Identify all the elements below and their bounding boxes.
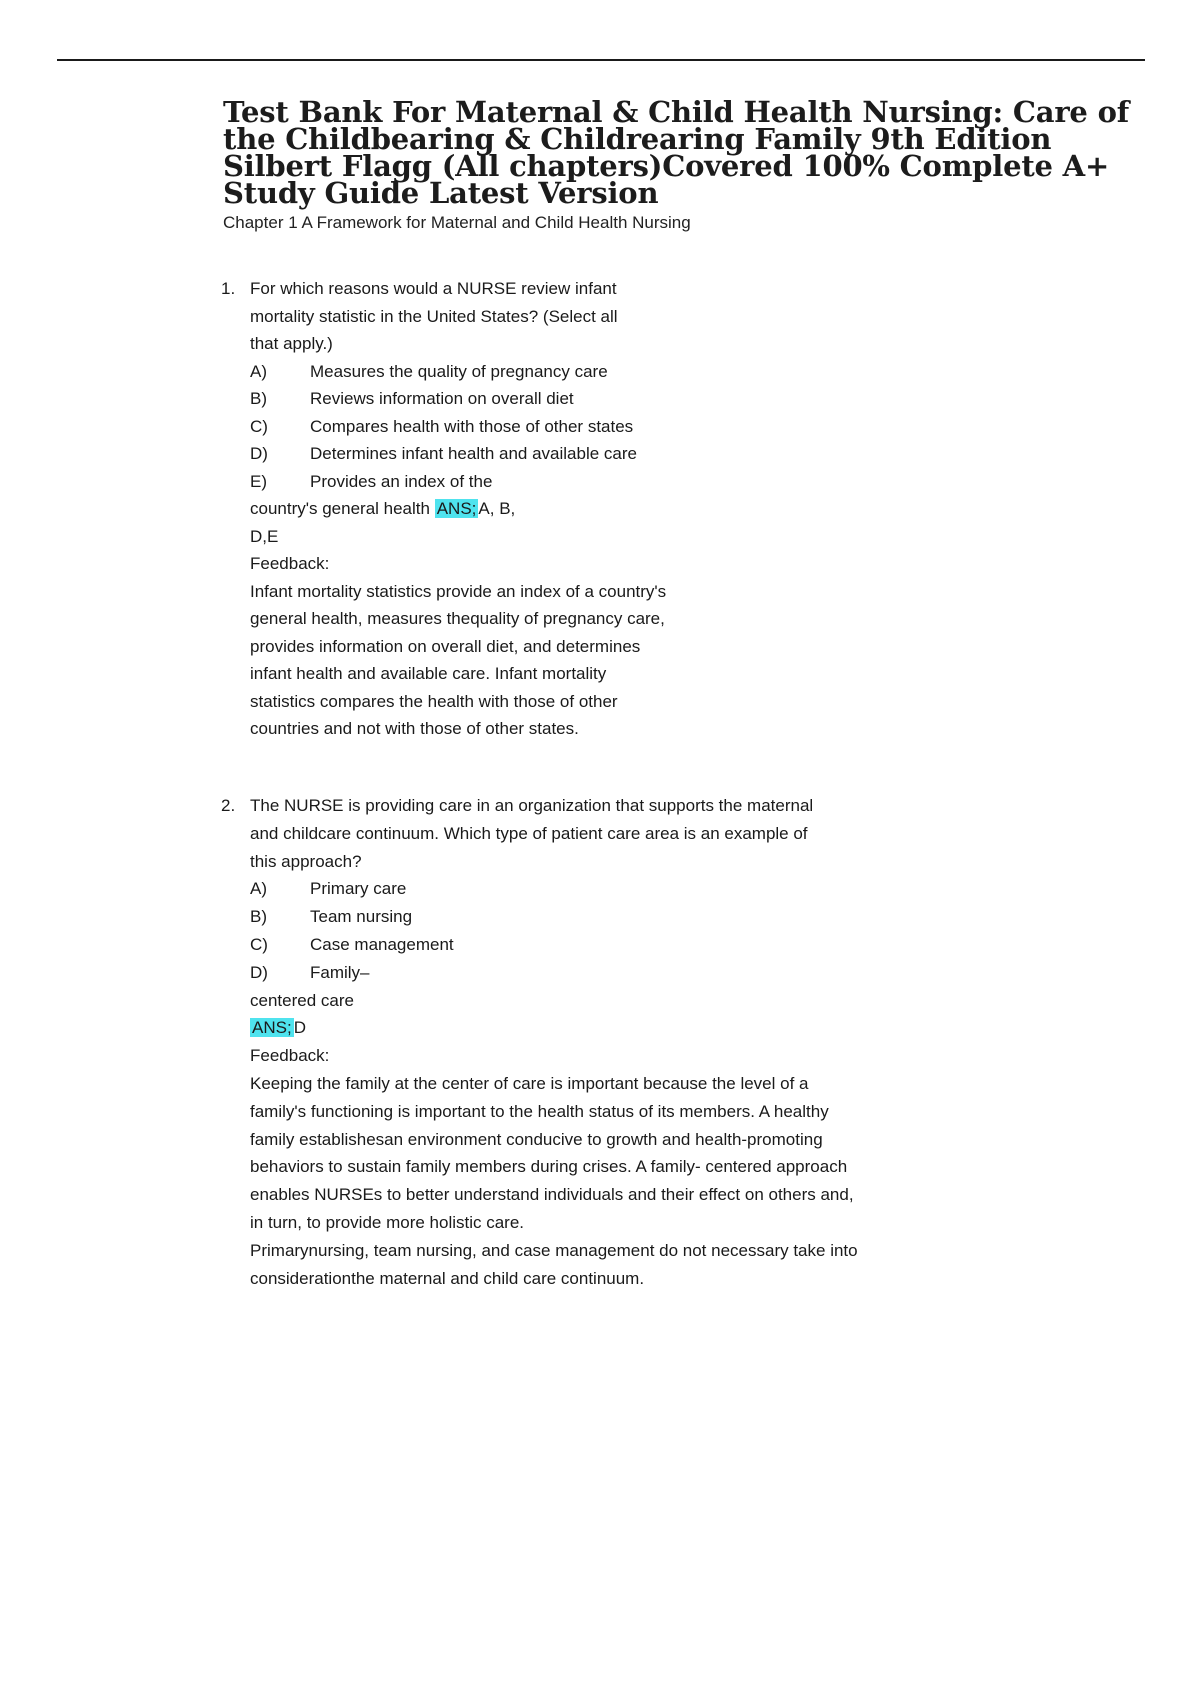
- question-1-stem-line: that apply.): [250, 334, 333, 353]
- feedback-line: provides information on overall diet, and determines: [250, 636, 641, 656]
- option-c: [221, 931, 981, 959]
- option-letter: C): [250, 416, 268, 436]
- option-c: [221, 413, 761, 441]
- option-text: Family–: [310, 962, 370, 982]
- feedback-line: family's functioning is important to the health status of its members. A healthy: [250, 1101, 829, 1121]
- option-text: Compares health with those of other states: [310, 416, 634, 436]
- option-letter: C): [250, 934, 268, 954]
- answer-label-highlight: ANS;: [252, 1018, 292, 1038]
- document-title: Test Bank For Maternal & Child Health Nursing: Care of the Childbearing & Childrearing Family 9th Edition Silbert Flagg (All chapters)Covered 100% Complete A+ Study Guide Latest Version: [223, 95, 1129, 210]
- question-number: 1.: [221, 279, 236, 298]
- answer-label-highlight: ANS;: [436, 499, 477, 518]
- answer-line: [221, 495, 761, 523]
- question-2-stem-line: this approach?: [250, 851, 362, 871]
- feedback-line: considerationthe maternal and child care continuum.: [250, 1268, 645, 1288]
- question-2-stem-line: and childcare continuum. Which type of patient care area is an example of: [250, 823, 808, 843]
- option-d: [221, 959, 981, 987]
- feedback-line: enables NURSEs to better understand individuals and their effect on others and,: [250, 1185, 854, 1205]
- feedback-line: general health, measures thequality of pregnancy care,: [250, 609, 665, 628]
- answer-value: D: [293, 1018, 306, 1038]
- option-e: [221, 468, 761, 496]
- option-text: Measures the quality of pregnancy care: [310, 361, 608, 381]
- question-2: [221, 792, 981, 1292]
- option-text: Team nursing: [310, 907, 413, 927]
- option-text: Provides an index of the: [310, 471, 493, 491]
- option-d: [221, 440, 761, 468]
- feedback-line: Primarynursing, team nursing, and case management do not necessary take into: [250, 1240, 858, 1260]
- option-letter: A): [250, 879, 267, 899]
- feedback-line: countries and not with those of other states.: [250, 719, 579, 738]
- feedback-line: family establishesan environment conducive to growth and health-promoting: [250, 1129, 823, 1149]
- option-text: Reviews information on overall diet: [310, 389, 574, 408]
- question-number: 2.: [221, 796, 236, 815]
- option-b: [221, 385, 761, 413]
- option-letter: D): [250, 962, 268, 982]
- answer-line: [221, 1014, 981, 1042]
- option-a: [221, 358, 761, 386]
- option-letter: A): [250, 361, 267, 381]
- answer-continuation: D,E: [250, 526, 279, 546]
- feedback-label: Feedback:: [250, 1046, 330, 1066]
- stem-text: The NURSE is providing care in an organization that supports the maternal: [250, 796, 814, 815]
- option-letter: D): [250, 444, 268, 463]
- stem-text: For which reasons would a NURSE review infant: [250, 279, 617, 298]
- feedback-line: infant health and available care. Infant mortality: [250, 664, 607, 683]
- option-text: Primary care: [310, 879, 407, 899]
- feedback-line: behaviors to sustain family members during crises. A family- centered approach: [250, 1157, 848, 1177]
- question-2-stem-line: [221, 792, 981, 820]
- feedback-line: in turn, to provide more holistic care.: [250, 1212, 525, 1232]
- answer-prefix: centered care: [250, 990, 354, 1010]
- question-1: [221, 275, 761, 743]
- feedback-line: Keeping the family at the center of care is important because the level of a: [250, 1073, 809, 1093]
- feedback-line: Infant mortality statistics provide an index of a country's: [250, 581, 667, 601]
- option-letter: E): [250, 471, 267, 491]
- option-letter: B): [250, 389, 267, 408]
- question-1-stem-line: mortality statistic in the United States? (Select all: [250, 306, 618, 326]
- feedback-line: statistics compares the health with those of other: [250, 691, 618, 711]
- option-b: [221, 903, 981, 931]
- answer-prefix: country's general health: [250, 499, 430, 518]
- option-text: Case management: [310, 934, 454, 954]
- answer-value: A, B,: [478, 499, 516, 518]
- feedback-label: Feedback:: [250, 554, 330, 573]
- question-1-stem-line: [221, 275, 761, 303]
- option-text: Determines infant health and available care: [310, 444, 637, 463]
- chapter-heading: Chapter 1 A Framework for Maternal and Child Health Nursing: [223, 213, 691, 232]
- option-a: [221, 875, 981, 903]
- option-letter: B): [250, 907, 267, 927]
